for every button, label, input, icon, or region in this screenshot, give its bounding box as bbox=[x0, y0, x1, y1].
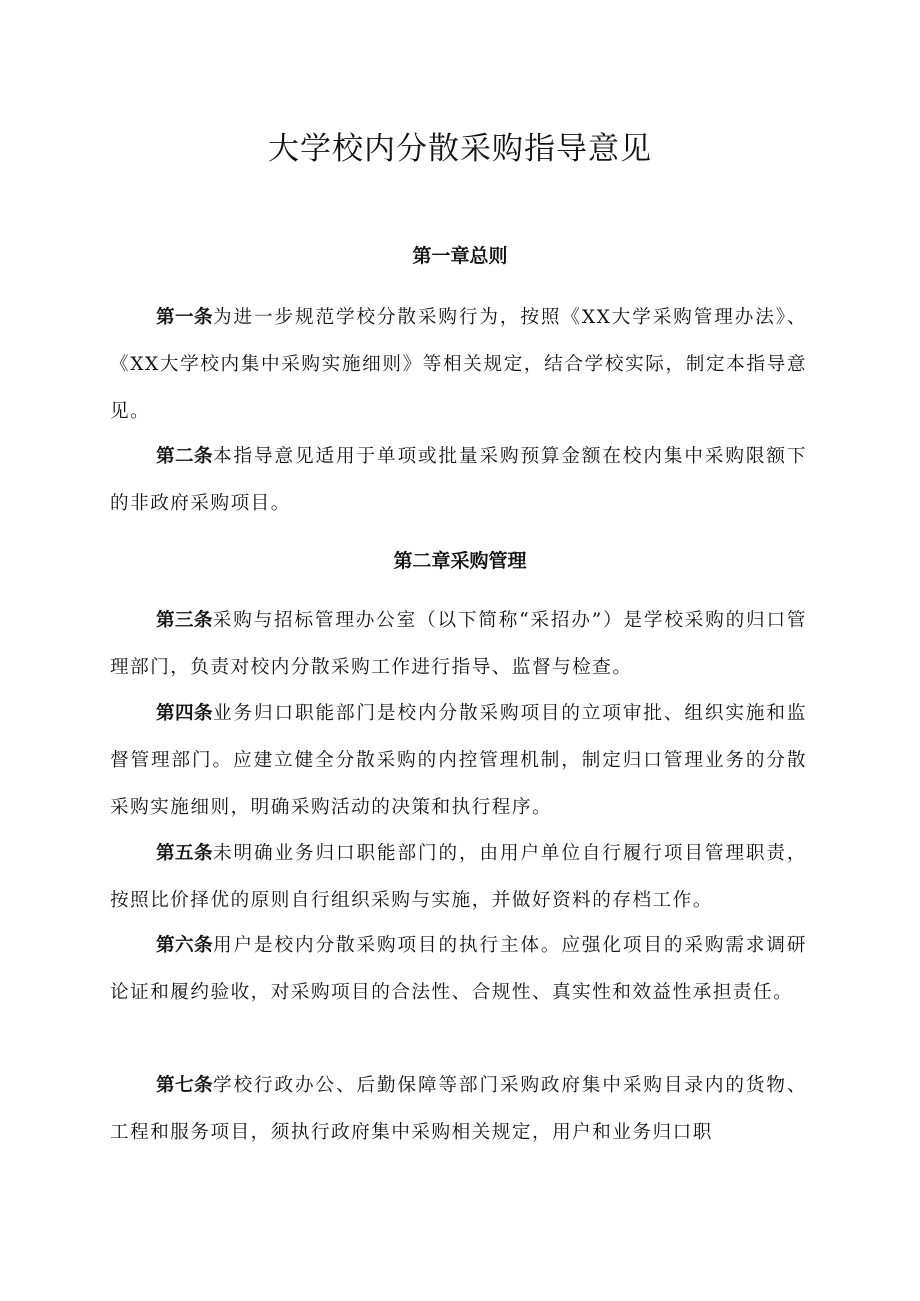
article-label: 第四条 bbox=[156, 703, 213, 724]
article-label: 第五条 bbox=[156, 843, 213, 864]
chapter-heading-2: 第二章采购管理 bbox=[393, 550, 527, 572]
article-4 bbox=[110, 690, 807, 831]
article-text: 为进一步规范学校分散采购行为，按照《XX大学采购管理办法》、《XX大学校内集中采购实施细则》等相关规定，结合学校实际，制定本指导意见。 bbox=[110, 307, 807, 422]
article-text: 未明确业务归口职能部门的，由用户单位自行履行项目管理职责，按照比价择优的原则自行组织采购与实施，并做好资料的存档工作。 bbox=[110, 843, 807, 911]
article-label: 第二条 bbox=[156, 446, 213, 467]
article-7 bbox=[110, 1062, 807, 1156]
article-text: 采购与招标管理办公室（以下简称“采招办”）是学校采购的归口管理部门，负责对校内分散采购工作进行指导、监督与检查。 bbox=[110, 610, 807, 678]
document-title: 大学校内分散采购指导意见 bbox=[268, 131, 652, 167]
chapter-heading-1: 第一章总则 bbox=[412, 245, 508, 267]
article-1 bbox=[110, 294, 807, 435]
article-label: 第七条 bbox=[156, 1075, 213, 1096]
article-label: 第三条 bbox=[156, 610, 213, 631]
article-text: 学校行政办公、后勤保障等部门采购政府集中采购目录内的货物、工程和服务项目，须执行政府集中采购相关规定，用户和业务归口职 bbox=[110, 1075, 807, 1143]
article-text: 本指导意见适用于单项或批量采购预算金额在校内集中采购限额下的非政府采购项目。 bbox=[110, 446, 807, 514]
article-label: 第六条 bbox=[156, 935, 213, 956]
article-5 bbox=[110, 830, 807, 924]
article-6 bbox=[110, 922, 807, 1016]
article-text: 用户是校内分散采购项目的执行主体。应强化项目的采购需求调研论证和履约验收，对采购项目的合法性、合规性、真实性和效益性承担责任。 bbox=[110, 935, 807, 1003]
article-text: 业务归口职能部门是校内分散采购项目的立项审批、组织实施和监督管理部门。应建立健全分散采购的内控管理机制，制定归口管理业务的分散采购实施细则，明确采购活动的决策和执行程序。 bbox=[110, 703, 807, 818]
article-label: 第一条 bbox=[156, 307, 213, 328]
article-3 bbox=[110, 597, 807, 691]
article-2 bbox=[110, 433, 807, 527]
